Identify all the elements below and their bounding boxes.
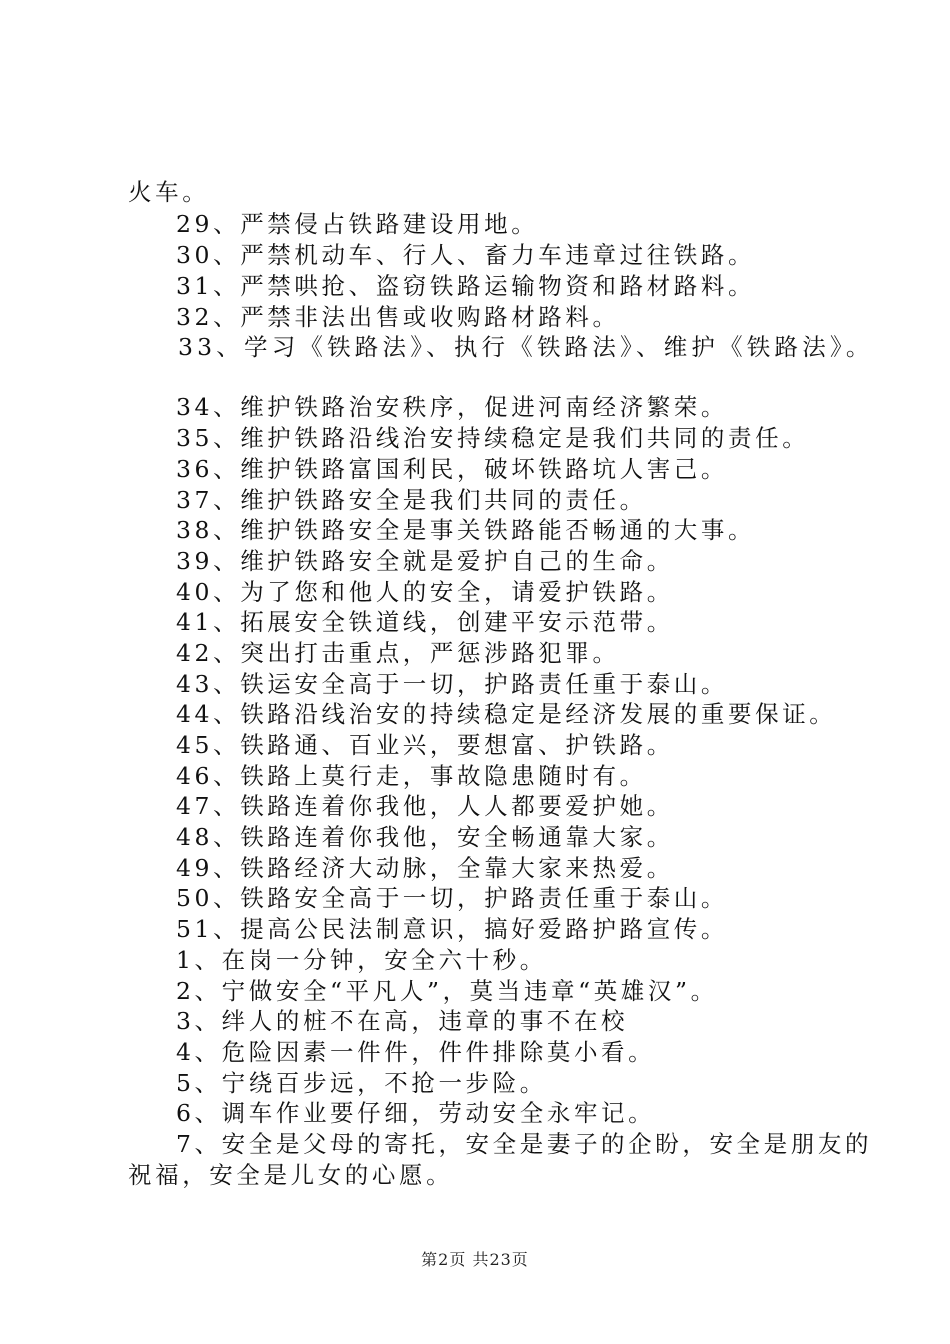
text-line: 35、维护铁路沿线治安持续稳定是我们共同的责任。 [176, 424, 810, 452]
text-line: 32、严禁非法出售或收购路材路料。 [176, 303, 620, 331]
text-line: 4、危险因素一件件，件件排除莫小看。 [176, 1038, 656, 1066]
text-line: 42、突出打击重点，严惩涉路犯罪。 [176, 639, 620, 667]
text-line: 45、铁路通、百业兴，要想富、护铁路。 [176, 731, 674, 759]
text-line: 37、维护铁路安全是我们共同的责任。 [176, 486, 647, 514]
text-line: 40、为了您和他人的安全，请爱护铁路。 [176, 578, 674, 606]
text-line: 48、铁路连着你我他，安全畅通靠大家。 [176, 823, 674, 851]
text-line: 38、维护铁路安全是事关铁路能否畅通的大事。 [176, 516, 756, 544]
text-line: 31、严禁哄抢、盗窃铁路运输物资和路材路料。 [176, 272, 756, 300]
text-line: 2、宁做安全“平凡人”，莫当违章“英雄汉”。 [176, 977, 718, 1005]
text-line: 43、铁运安全高于一切，护路责任重于泰山。 [176, 670, 729, 698]
text-line: 36、维护铁路富国利民，破坏铁路坑人害己。 [176, 455, 729, 483]
text-line: 3、绊人的桩不在高，违章的事不在校 [176, 1007, 629, 1035]
text-line: 46、铁路上莫行走，事故隐患随时有。 [176, 762, 647, 790]
text-line: 41、拓展安全铁道线，创建平安示范带。 [176, 608, 674, 636]
text-line: 6、调车作业要仔细，劳动安全永牢记。 [176, 1099, 656, 1127]
text-line: 7、安全是父母的寄托，安全是妻子的企盼，安全是朋友的 [176, 1130, 873, 1158]
text-line: 30、严禁机动车、行人、畜力车违章过往铁路。 [176, 241, 756, 269]
text-line: 39、维护铁路安全就是爱护自己的生命。 [176, 547, 674, 575]
text-line: 1、在岗一分钟，安全六十秒。 [176, 946, 547, 974]
page-footer: 第2页 共23页 [421, 1250, 529, 1269]
text-line: 44、铁路沿线治安的持续稳定是经济发展的重要保证。 [176, 700, 837, 728]
text-line: 29、严禁侵占铁路建设用地。 [176, 210, 539, 238]
text-line: 47、铁路连着你我他，人人都要爱护她。 [176, 792, 674, 820]
text-line: 51、提高公民法制意识，搞好爱路护路宣传。 [176, 915, 729, 943]
text-line: 34、维护铁路治安秩序，促进河南经济繁荣。 [176, 393, 729, 421]
text-line: 33、学习《铁路法》、执行《铁路法》、维护《铁路法》。 [178, 333, 874, 361]
text-line: 49、铁路经济大动脉，全靠大家来热爱。 [176, 854, 674, 882]
text-line: 50、铁路安全高于一切，护路责任重于泰山。 [176, 884, 729, 912]
text-line: 祝福，安全是儿女的心愿。 [128, 1161, 454, 1189]
text-line: 5、宁绕百步远，不抢一步险。 [176, 1069, 547, 1097]
text-line: 火车。 [128, 178, 210, 206]
